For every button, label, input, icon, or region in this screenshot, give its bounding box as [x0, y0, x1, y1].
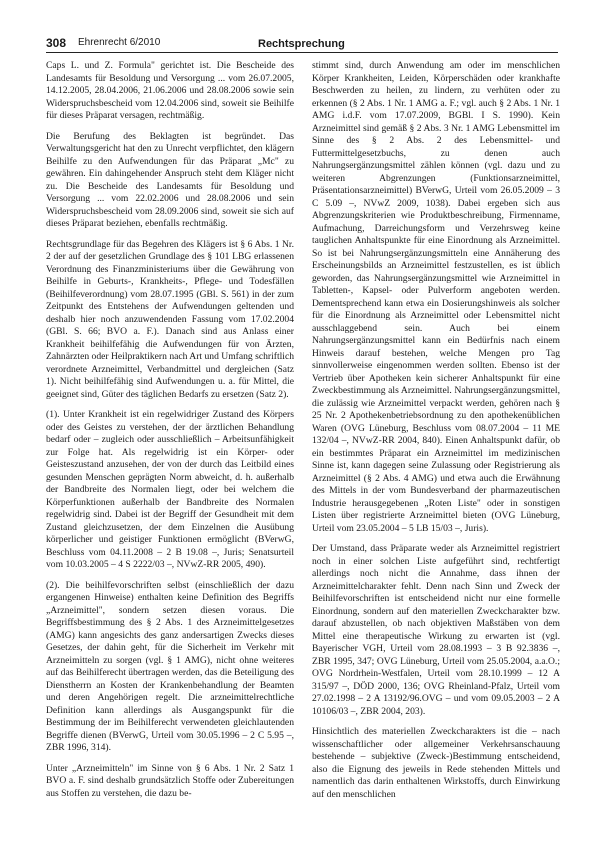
page-number: 308: [46, 36, 67, 50]
paragraph: Unter „Arzneimitteln" im Sinne von § 6 Abs. 1 Nr. 2 Satz 1 BVO a. F. sind deshalb grundsätzlich Stoffe oder Zubereitungen aus Stoffen zu verstehen, die dazu be-: [46, 762, 294, 799]
paragraph: stimmt sind, durch Anwendung am oder im menschlichen Körper Krankheiten, Leiden, Körperschäden oder krankhafte Beschwerden zu heilen, zu lindern, zu verhüten oder zu erkennen (§ 2 Abs. 1 Nr. 1 AMG a. F.; vgl. auch § 2 Abs. 1 Nr. 1 AMG i.d.F. vom 17.07.2009, BGBl. I S. 1990). Kein Arzneimittel sind gemäß § 2 Abs. 3 Nr. 1 AMG Lebensmittel im Sinne des § 2 Abs. 2 des Lebensmittel- und Futtermittelgesetzbuchs, zu denen auch Nahrungsergänzungsmittel zählen können (vgl. dazu und zu weiteren Abgrenzungen (Funktionsarzneimittel, Präsentationsarzneimittel) BVerwG, Urteil vom 26.05.2009 – 3 C 5.09 –, NVwZ 2009, 1038). Dabei ergeben sich aus Abgrenzungskriterien wie Produktbeschreibung, Firmenname, Aufmachung, Darreichungsform und Verzehrsweg keine tauglichen Anhaltspunkte für eine Einordnung als Arzneimittel. So ist bei Nahrungsergänzungsmitteln eine Annäherung des Erscheinungsbilds an Arzneimittel festzustellen, es ist üblich geworden, das Nahrungsergänzungsmittel wie Arzneimittel in Tabletten-, Kapsel- oder Pulverform angeboten werden. Dementsprechend kann etwa ein Dosierungshinweis als solcher für die Einordnung als Arzneimittel oder Lebensmittel nicht ausschlaggebend sein. Auch bei einem Nahrungsergänzungsmittel kann ein Bedürfnis nach einem Hinweis darauf bestehen, welche Mengen pro Tag sinnvollerweise eingenommen werden sollten. Ebenso ist der Vertrieb über Apotheken kein sicherer Anhaltspunkt für eine Zweckbestimmung als Arzneimittel. Nahrungsergänzungsmittel, die zulässig wie Arzneimittel verpackt werden, gehören nach § 25 Nr. 2 Apothekenbetriebsordnung zu den apothekenüblichen Waren (OVG Lüneburg, Beschluss vom 08.07.2004 – 11 ME 132/04 –, NVwZ-RR 2004, 840). Einen Anhaltspunkt dafür, ob ein bestimmtes Präparat ein Arzneimittel im medizinischen Sinne ist, kann dagegen seine Zulassung oder Registrierung als Arzneimittel (§ 2 Abs. 4 AMG) und etwa auch die Erwähnung des Mittels in der vom Bundesverband der pharmazeutischen Industrie herausgegebenen „Roten Liste" oder in sonstigen Listen über registrierte Arzneimittel bieten (OVG Lüneburg, Urteil vom 23.05.2004 – 5 LB 15/03 –, Juris).: [312, 60, 560, 534]
paragraph: (1). Unter Krankheit ist ein regelwidriger Zustand des Körpers oder des Geistes zu verstehen, der der ärztlichen Behandlung bedarf oder – zugleich oder ausschließlich – Arbeitsunfähigkeit zur Folge hat. Als regelwidrig ist ein Körper- oder Geisteszustand anzusehen, der von der durch das Leitbild eines gesunden Menschen geprägten Norm abweicht, d. h. außerhalb der Bandbreite des Normalen liegt, oder bei welchem die Körperfunktionen außerhalb der Bandbreite des Normalen regelwidrig sind. Dabei ist der Begriff der Gesundheit mit dem Zustand gleichzusetzen, der dem Einzelnen die Ausübung körperlicher und geistiger Funktionen ermöglicht (BVerwG, Beschluss vom 04.11.2008 – 2 B 19.08 –, Juris; Senatsurteil vom 10.03.2005 – 4 S 2222/03 –, NVwZ-RR 2005, 490).: [46, 409, 294, 570]
section-title: Rechtsprechung: [258, 38, 345, 50]
paragraph: Caps L. und Z. Formula" gerichtet ist. Die Bescheide des Landesamts für Besoldung und Versorgung ... vom 26.07.2005, 14.12.2005, 28.04.2006, 21.06.2006 und 28.08.2006 sowie sein Widerspruchsbescheid vom 12.04.2006 sind, soweit sie Beihilfe für dieses Präparat versagen, rechtmäßig.: [46, 60, 294, 121]
paragraph: Hinsichtlich des materiellen Zweckcharakters ist die – nach wissenschaftlicher oder allgemeiner Verkehrsanschauung bestehende – subjektive (Zweck-)Bestimmung entscheidend, also die Eignung des jeweils in Rede stehenden Mittels und namentlich das darin enthaltenen Wirkstoffs, durch Einwirkung auf den menschlichen: [312, 726, 560, 800]
header-rule: [46, 52, 558, 53]
page-header: [46, 36, 558, 58]
left-column: [46, 60, 294, 842]
paragraph: Die Berufung des Beklagten ist begründet. Das Verwaltungsgericht hat den zu Unrecht verpflichtet, den klägern Beihilfe zu den Aufwendungen für das Präparat „Mc" zu gewähren. Ein dahingehender Anspruch steht dem Kläger nicht zu. Die Bescheide des Landesamts für Besoldung und Versorgung ... vom 22.02.2006 und 28.08.2006 und sein Widerspruchsbescheid vom 28.09.2006 sind, soweit sie sich auf dieses Präparat beziehen, ebenfalls rechtmäßig.: [46, 130, 294, 229]
paragraph: Der Umstand, dass Präparate weder als Arzneimittel registriert noch in einer solchen Liste aufgeführt sind, rechtfertigt allerdings noch nicht die Annahme, dass ihnen der Arzneimittelcharakter fehlt. Denn nach Sinn und Zweck der Beihilfevorschriften ist entscheidend nicht nur eine formelle Einordnung, sondern auf den materiellen Zweckcharakter bzw. darauf abzustellen, ob nach objektiven Maßstäben von dem Mittel eine therapeutische Wirkung zu erwarten ist (vgl. Bayerischer VGH, Urteil vom 28.08.1993 – 3 B 92.3836 –, ZBR 1995, 347; OVG Lüneburg, Urteil vom 25.05.2004, a.a.O.; OVG Nordrhein-Westfalen, Urteil vom 28.10.1999 – 12 A 315/97 –, DÖD 2000, 136; OVG Rheinland-Pfalz, Urteil vom 27.02.1998 – 2 A 13192/96.OVG – und vom 09.05.2003 – 2 A 10106/03 –, ZBR 2004, 203).: [312, 543, 560, 717]
right-column: [312, 60, 560, 842]
paragraph: (2). Die beihilfevorschriften selbst (einschließlich der dazu ergangenen Hinweise) enthalten keine Definition des Begriffs „Arzneimittel", sondern setzen diesen voraus. Die Begriffsbestimmung des § 2 Abs. 1 des Arzneimittelgesetzes (AMG) kann angesichts des ganz andersartigen Zwecks dieses Gesetzes, der dahin geht, für die Sicherheit im Verkehr mit Arzneimitteln zu sorgen (vgl. § 1 AMG), nicht ohne weiteres auf das Beihilferecht übertragen werden, das die Beteiligung des Dienstherrn an Kosten der Krankenbehandlung der Beamten und deren Angehörigen regelt. Die arzneimittelrechtliche Definition kann allerdings als Ausgangspunkt für die Bestimmung der im Beihilferecht verwendeten gleichlautenden Begriffe dienen (BVerwG, Urteil vom 30.05.1996 – 2 C 5.95 –, ZBR 1996, 314).: [46, 579, 294, 753]
paragraph: Rechtsgrundlage für das Begehren des Klägers ist § 6 Abs. 1 Nr. 2 der auf der gesetzlichen Grundlage des § 101 LBG erlassenen Verordnung des Finanzministeriums über die Gewährung von Beihilfe in Geburts-, Krankheits-, Pflege- und Todesfällen (Beihilfeverordnung) vom 28.07.1995 (GBl. S. 561) in der zum Zeitpunkt des Entstehens der Aufwendungen geltenden und deshalb hier noch anzuwendenden Fassung vom 17.02.2004 (GBl. S. 66; BVO a. F.). Danach sind aus Anlass einer Krankheit beihilfefähig die Aufwendungen für von Ärzten, Zahnärzten oder Heilpraktikern nach Art und Umfang schriftlich verordnete Arzneimittel, Verbandmittel und dergleichen (Satz 1). Nicht beihilfefähig sind Aufwendungen u. a. für Mittel, die geeignet sind, Güter des täglichen Bedarfs zu ersetzen (Satz 2).: [46, 238, 294, 400]
journal-name: Ehrenrecht 6/2010: [78, 37, 161, 48]
